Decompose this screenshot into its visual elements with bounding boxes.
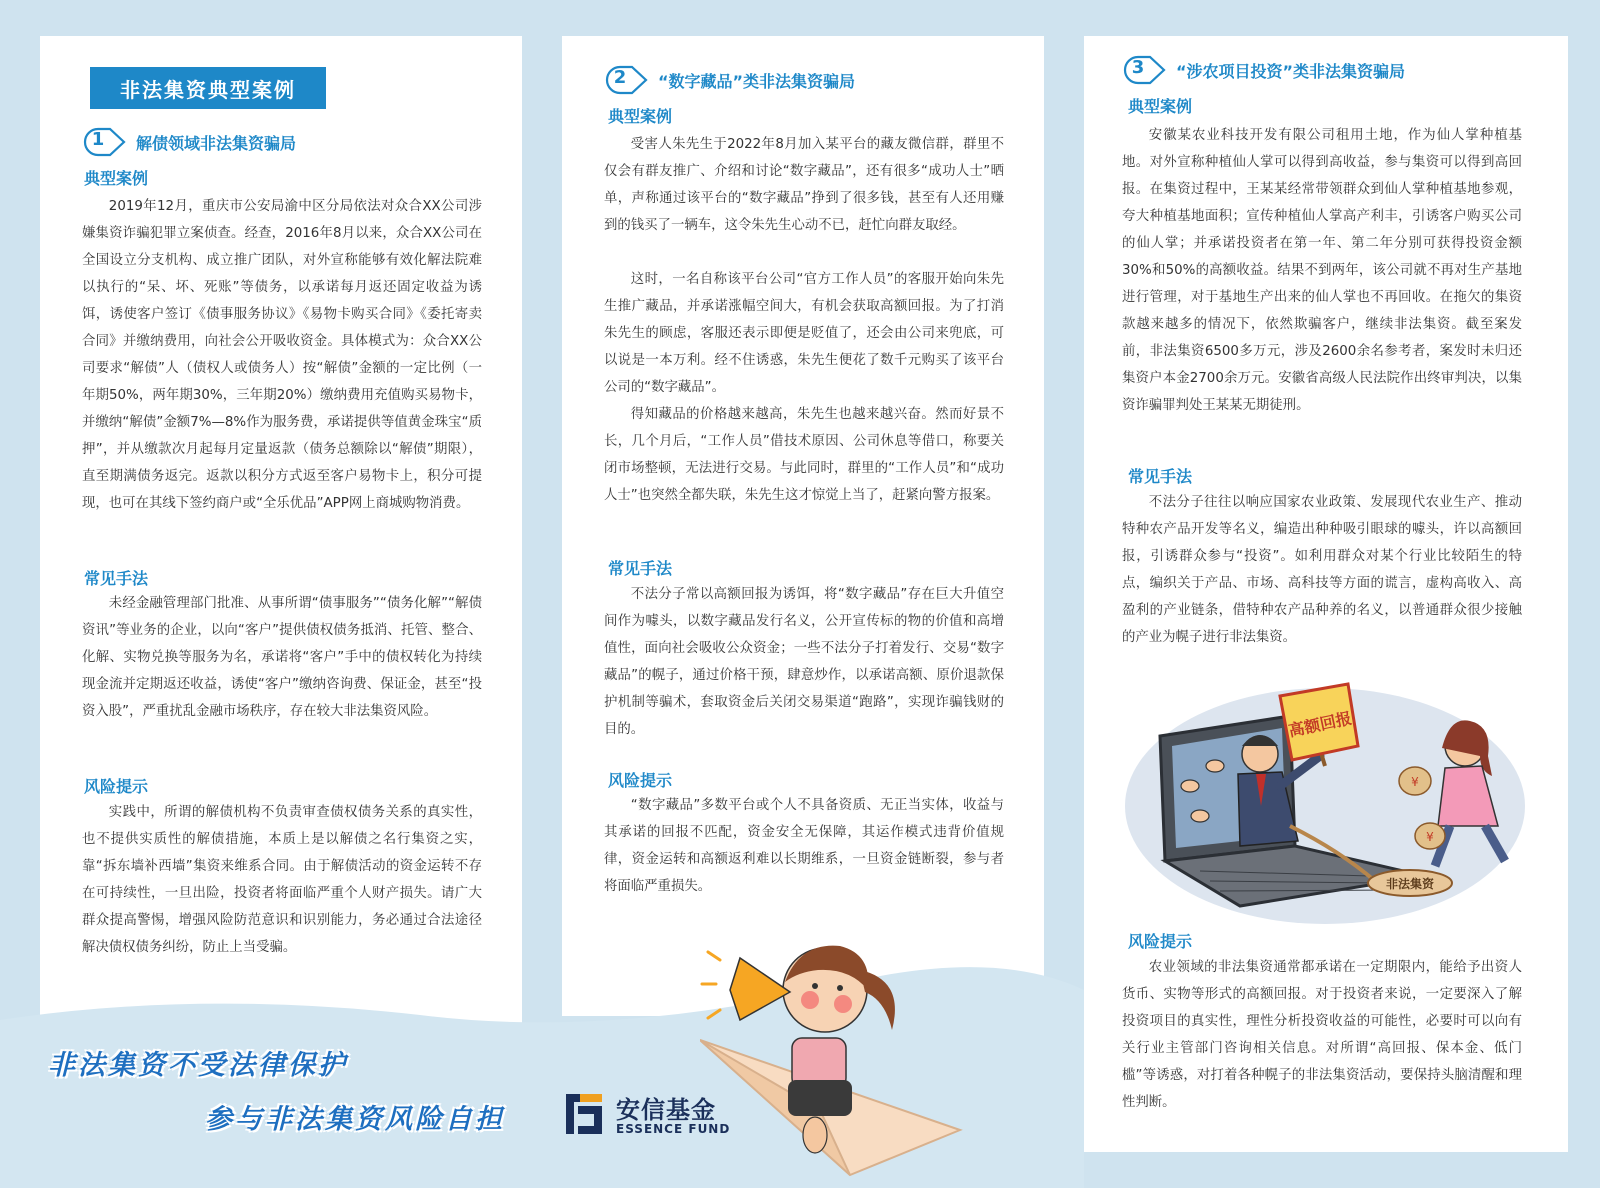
trap-text: 非法集资 (1385, 877, 1435, 891)
method-heading: 常见手法 (84, 569, 149, 588)
risk-heading: 风险提示 (84, 777, 149, 796)
slogan-line-1: 非法集资不受法律保护 (48, 1050, 348, 1081)
girl-megaphone-illustration (700, 920, 1000, 1180)
case-heading: 典型案例 (1128, 97, 1193, 116)
risk-text: 实践中，所谓的解债机构不负责审查债权债务关系的真实性，也不提供实质性的解债措施，本质上是以解债之名行集资之实，靠“拆东墙补西墙”集资来维系合同。由于解债活动的资金运转不存在可持续性，一旦出险，投资者将面临严重个人财产损失。请广大群众提高警惕，增强风险防范意识和识别能力，务必通过合法途径解决债权债务纠纷，防止上当受骗。 (82, 805, 482, 955)
svg-text:¥: ¥ (1411, 775, 1419, 789)
section-number-badge: 1 (80, 126, 132, 158)
section-number-badge: 3 (1120, 54, 1172, 86)
page-title: 非法集资典型案例 (90, 67, 326, 109)
svg-text:¥: ¥ (1426, 830, 1434, 844)
case-heading: 典型案例 (84, 169, 149, 188)
method-text: 未经金融管理部门批准、从事所谓“债事服务”“债务化解”“解债资讯”等业务的企业，以向“客户”提供债权债务抵消、托管、整合、化解、实物兑换等服务为名，承诺将“客户”手中的债权转化为持续现金流并定期返还收益，诱使“客户”缴纳咨询费、保证金，甚至“投资入股”，严重扰乱金融市场秩序，存在较大非法集资风险。 (82, 596, 482, 719)
case-text-3: 得知藏品的价格越来越高，朱先生也越来越兴奋。然而好景不长，几个月后，“工作人员”借技术原因、公司休息等借口，称要关闭市场整顿，无法进行交易。与此同时，群里的“工作人员”和“成功人士”也突然全都失联，朱先生这才惊觉上当了，赶紧向警方报案。 (604, 407, 1004, 503)
method-text: 不法分子往往以响应国家农业政策、发展现代农业生产、推动特种农产品开发等名义，编造出种种吸引眼球的噱头，许以高额回报，引诱群众参与“投资”。如利用群众对某个行业比较陌生的特点，编织关于产品、市场、高科技等方面的谎言，虚构高收入、高盈利的产业链条，借特种农产品种养的名义，以普通群众很少接触的产业为幌子进行非法集资。 (1122, 495, 1522, 645)
scam-laptop-illustration (1120, 676, 1530, 926)
slogan-line-2: 参与非法集资风险自担 (205, 1104, 505, 1135)
risk-text: 农业领域的非法集资通常都承诺在一定期限内，能给予出资人货币、实物等形式的高额回报。对于投资者来说，一定要深入了解投资项目的真实性，理性分析投资收益的可能性，必要时可以向有关行业主管部门咨询相关信息。对所谓“高回报、保本金、低门槛”等诱惑，对打着各种幌子的非法集资活动，要保持头脑清醒和理性判断。 (1122, 960, 1522, 1110)
section-2-header (602, 62, 855, 98)
risk-heading: 风险提示 (1128, 932, 1193, 951)
section-number-badge: 2 (602, 64, 654, 96)
method-text: 不法分子常以高额回报为诱饵，将“数字藏品”存在巨大升值空间作为噱头，以数字藏品发行名义，公开宣传标的物的价值和高增值性，面向社会吸收公众资金；一些不法分子打着发行、交易“数字藏品”的幌子，通过价格干预，肆意炒作，以承诺高额、原价退款保护机制等骗术，套取资金后关闭交易渠道“跑路”，实现诈骗钱财的目的。 (604, 587, 1004, 737)
panel-2 (562, 36, 1044, 1016)
case-text: 2019年12月，重庆市公安局渝中区分局依法对众合XX公司涉嫌集资诈骗犯罪立案侦查。经查，2016年8月以来，众合XX公司在全国设立分支机构、成立推广团队，对外宣称能够有效化解法院难以执行的“呆、坏、死账”等债务，以承诺每月返还固定收益为诱饵，诱使客户签订《债事服务协议》《易物卡购买合同》《委托寄卖合同》并缴纳费用，向社会公开吸收资金。具体模式为：众合XX公司要求“解债”人（债权人或债务人）按“解债”金额的一定比例（一年期50%，两年期30%，三年期20%）缴纳费用充值购买易物卡，并缴纳“解债”金额7%—8%作为服务费，承诺提供等值黄金珠宝“质押”，并从缴款次月起每月定量返款（债务总额除以“解债”期限），直至期满债务返完。返款以积分方式返至客户易物卡上，积分可提现，也可在其线下签约商户或“全乐优品”APP网上商城购物消费。 (82, 199, 482, 511)
section-title: “涉农项目投资”类非法集资骗局 (1176, 61, 1406, 81)
section-title: 解债领域非法集资骗局 (136, 133, 297, 153)
panel-3 (1084, 36, 1568, 1152)
essence-fund-logo-icon (562, 1092, 606, 1136)
section-3-header (1120, 52, 1405, 88)
logo-chinese-name: 安信基金 (616, 1096, 716, 1124)
case-text-2: 这时，一名自称该平台公司“官方工作人员”的客服开始向朱先生推广藏品，并承诺涨幅空间大，有机会获取高额回报。为了打消朱先生的顾虑，客服还表示即便是贬值了，还会由公司来兜底，可以说是一本万利。经不住诱惑，朱先生便花了数千元购买了该平台公司的“数字藏品”。 (604, 272, 1004, 395)
method-heading: 常见手法 (608, 559, 673, 578)
essence-fund-logo (562, 1090, 732, 1146)
sign-text: 高额回报 (1286, 708, 1354, 741)
case-text: 安徽某农业科技开发有限公司租用土地，作为仙人掌种植基地。对外宣称种植仙人掌可以得到高收益，参与集资可以得到高回报。在集资过程中，王某某经常带领群众到仙人掌种植基地参观，夸大种植基地面积；宣传种植仙人掌高产利丰，引诱客户购买公司的仙人掌；并承诺投资者在第一年、第二年分别可获得投资金额30%和50%的高额收益。结果不到两年，该公司就不再对生产基地进行管理，对于基地生产出来的仙人掌也不再回收。在拖欠的集资款越来越多的情况下，依然欺骗客户，继续非法集资。截至案发前，非法集资6500多万元，涉及2600余名参考者，案发时未归还集资户本金2700余万元。安徽省高级人民法院作出终审判决，以集资诈骗罪判处王某某无期徒刑。 (1122, 128, 1522, 413)
logo-english-name: ESSENCE FUND (616, 1122, 731, 1136)
case-text-1: 受害人朱先生于2022年8月加入某平台的藏友微信群，群里不仅会有群友推广、介绍和讨论“数字藏品”，还有很多“成功人士”晒单，声称通过该平台的“数字藏品”挣到了很多钱，甚至有人还用赚到的钱买了一辆车，这令朱先生心动不已，赶忙向群友取经。 (604, 137, 1004, 233)
section-title: “数字藏品”类非法集资骗局 (658, 71, 856, 91)
panel-1 (40, 36, 522, 1026)
case-heading: 典型案例 (608, 107, 673, 126)
risk-heading: 风险提示 (608, 771, 673, 790)
risk-text: “数字藏品”多数平台或个人不具备资质、无正当实体，收益与其承诺的回报不匹配，资金安全无保障，其运作模式违背价值规律，资金运转和高额返利难以长期维系，一旦资金链断裂，参与者将面临严重损失。 (604, 798, 1004, 894)
section-1-header (80, 124, 296, 160)
method-heading: 常见手法 (1128, 467, 1193, 486)
